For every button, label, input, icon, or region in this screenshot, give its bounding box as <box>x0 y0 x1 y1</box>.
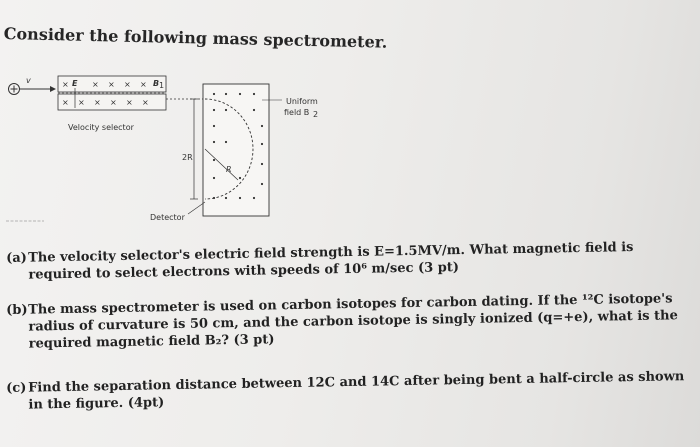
svg-text:×: × <box>142 98 149 107</box>
question-b-tag: (b) <box>6 302 28 318</box>
svg-text:×: × <box>62 98 69 107</box>
svg-text:×: × <box>78 98 85 107</box>
uniform-field-region <box>203 84 269 216</box>
r-label: R <box>226 165 232 174</box>
two-r-dimension <box>182 99 198 199</box>
velocity-label: v <box>26 76 31 85</box>
mass-spectrometer-diagram <box>0 68 360 238</box>
velocity-selector <box>58 76 166 110</box>
question-c-text: Find the separation distance between 12C and 14C after being bent a half-circle as shown in the figure. (4pt) <box>28 369 685 413</box>
field-b2-label: field B <box>284 108 310 117</box>
question-a-tag: (a) <box>6 250 28 266</box>
two-r-label: 2R <box>182 153 193 162</box>
question-a-text: The velocity selector's electric field strength is E=1.5MV/m. What magnetic field is required to select electrons with speeds of 10⁶ m/sec (3 pt) <box>28 240 634 283</box>
svg-text:×: × <box>124 80 131 89</box>
question-b <box>6 290 687 353</box>
svg-text:×: × <box>126 98 133 107</box>
question-a <box>6 238 686 284</box>
svg-text:×: × <box>108 80 115 89</box>
velocity-selector-label: Velocity selector <box>68 123 134 132</box>
uniform-field-label: Uniform <box>286 97 318 106</box>
svg-text:×: × <box>92 80 99 89</box>
b1-subscript: 1 <box>159 81 165 90</box>
positive-charge-icon <box>9 84 20 95</box>
svg-text:×: × <box>62 80 69 89</box>
b1-label: B <box>153 79 160 88</box>
svg-text:×: × <box>140 80 147 89</box>
question-b-text: The mass spectrometer is used on carbon isotopes for carbon dating. If the ¹²C isotope's radius of curvature is 50 cm, and the carbon isotope is singly ionized (q=+e), what is the required magnetic field B₂? (3 pt) <box>28 291 678 352</box>
svg-text:×: × <box>110 98 117 107</box>
question-c <box>6 368 686 414</box>
detector-label: Detector <box>150 213 185 222</box>
e-field-label: E <box>72 79 78 88</box>
svg-text:×: × <box>94 98 101 107</box>
arrowhead-icon <box>50 86 56 92</box>
page-title: Consider the following mass spectrometer. <box>3 24 388 52</box>
b2-subscript: 2 <box>313 110 319 119</box>
question-c-tag: (c) <box>6 380 27 396</box>
